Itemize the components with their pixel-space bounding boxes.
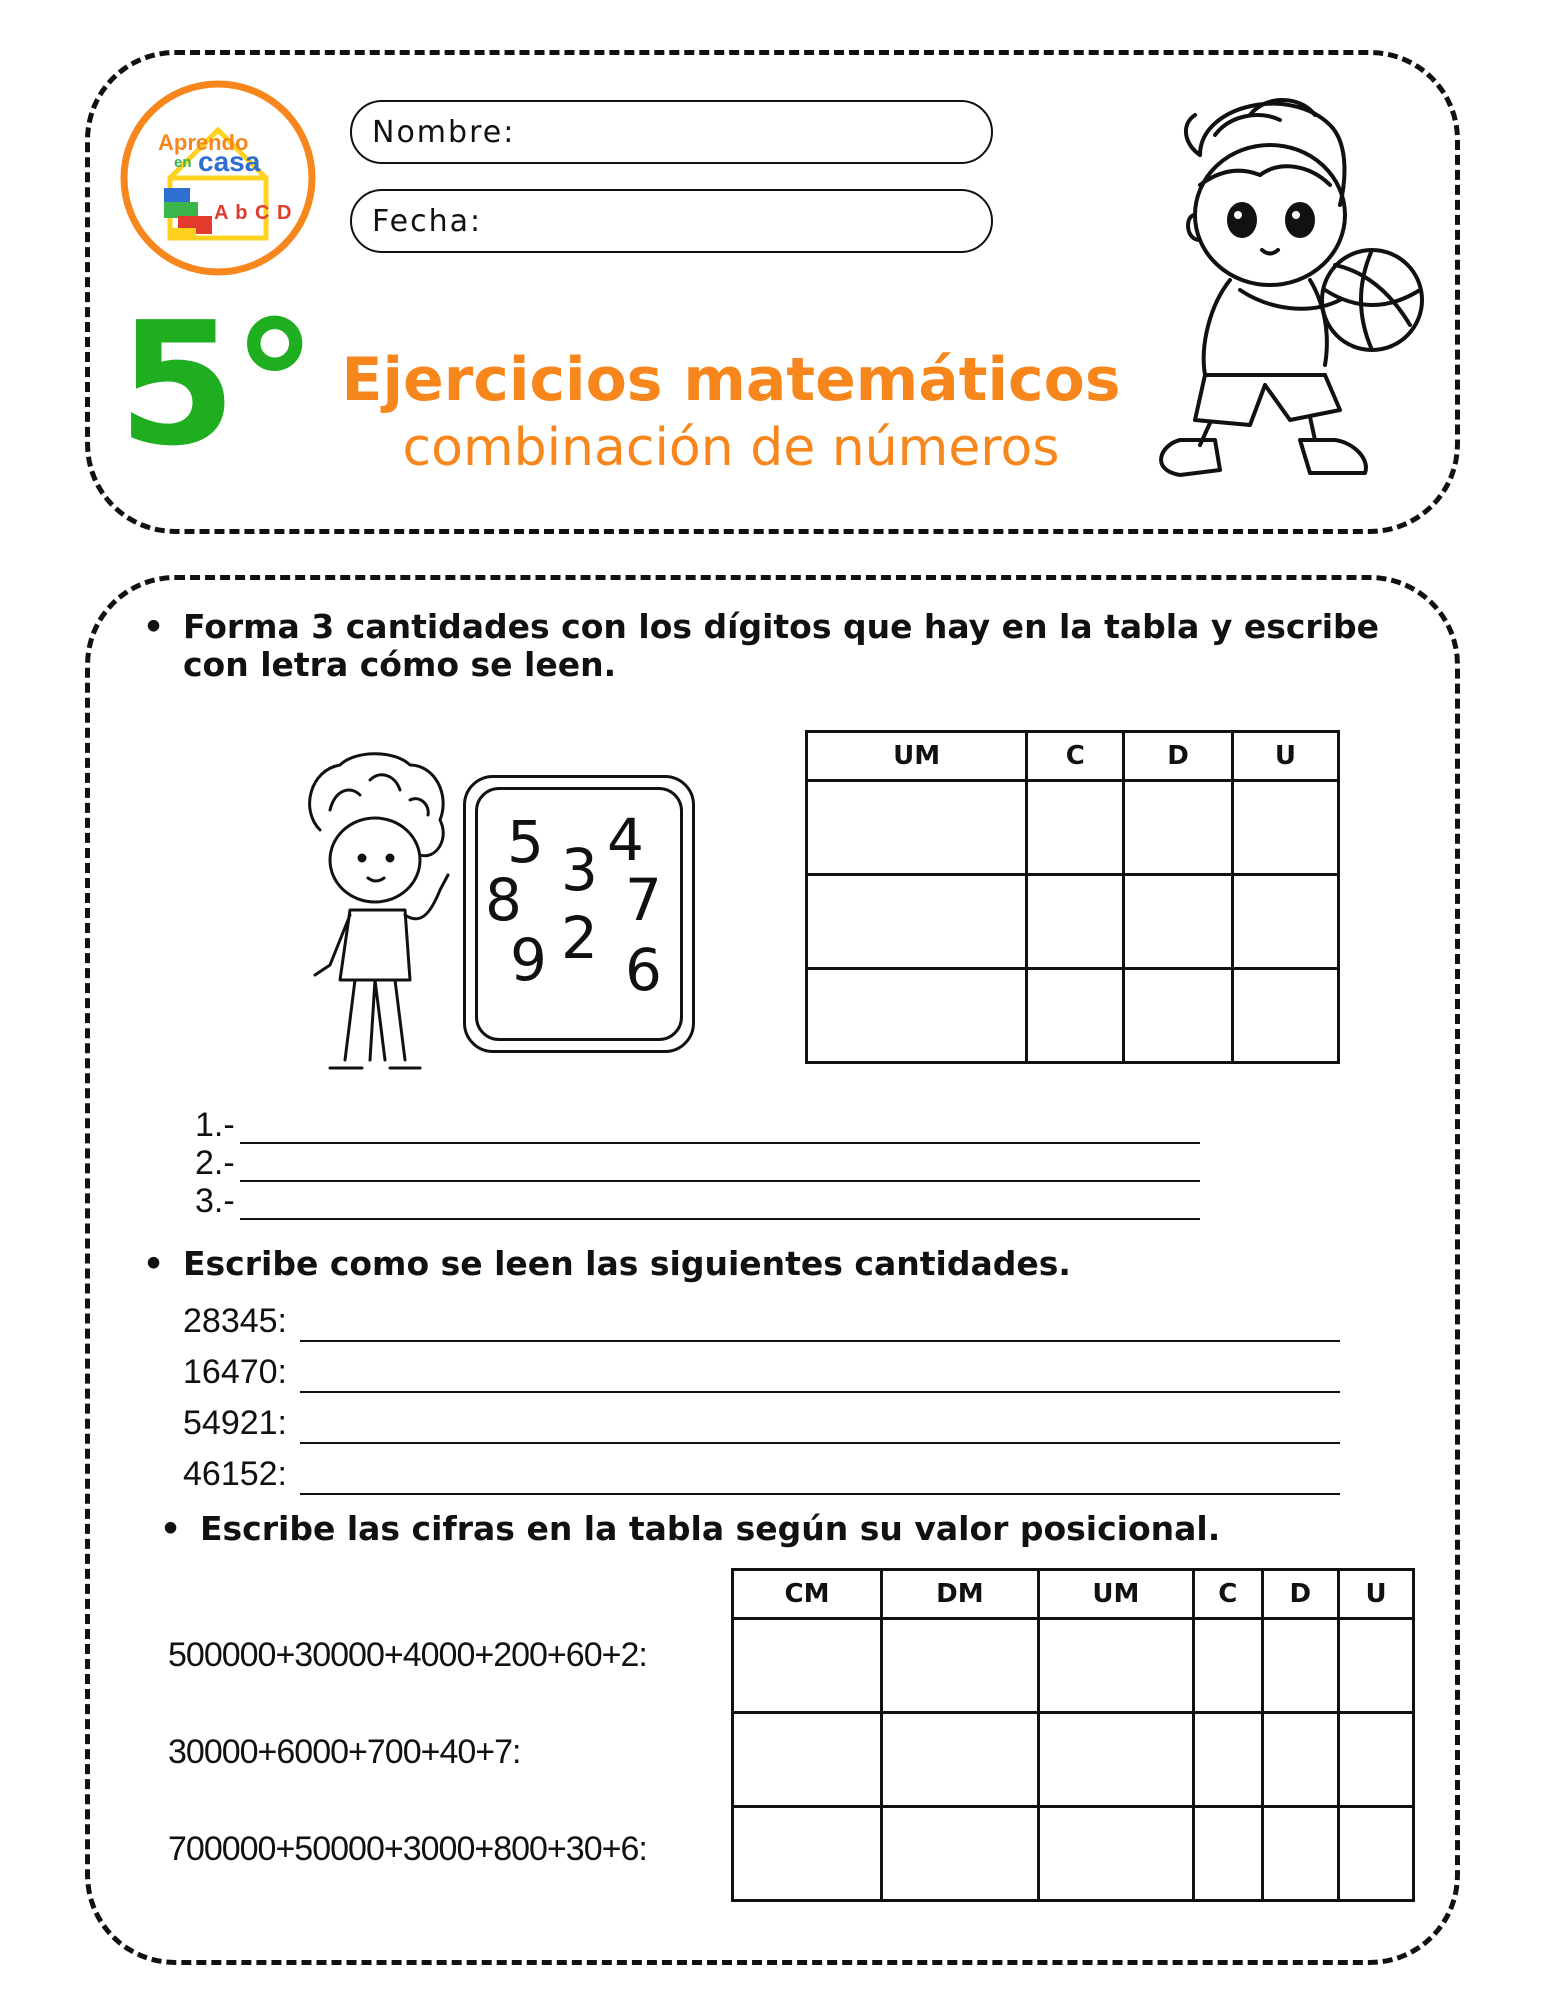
table-cell[interactable] [881,1619,1038,1713]
date-field[interactable] [350,189,993,253]
quantity-write-line[interactable] [300,1442,1340,1444]
table-cell[interactable] [1124,969,1232,1063]
table-header: U [1232,732,1338,781]
table-header: CM [733,1570,882,1619]
quantity-write-line[interactable] [300,1391,1340,1393]
digit: 2 [561,904,598,972]
table-header: DM [881,1570,1038,1619]
digit: 6 [625,936,662,1004]
quantity-label: 28345: [183,1302,287,1340]
logo-text-casa: casa [198,146,261,177]
instruction-3-text: Escribe las cifras en la tabla según su valor posicional. [200,1509,1221,1548]
digit: 9 [510,926,547,994]
table-row [733,1807,1414,1901]
table-cell[interactable] [881,1713,1038,1807]
table-cell[interactable] [1232,875,1338,969]
place-value-table-1 [805,730,1340,1064]
instruction-1-line2: con letra cómo se leen. [183,645,617,684]
page-title: Ejercicios matemáticos [341,345,1121,415]
table-cell[interactable] [807,781,1027,875]
table-row [733,1713,1414,1807]
table-cell[interactable] [733,1807,882,1901]
table-cell[interactable] [1038,1619,1193,1713]
table-cell[interactable] [807,969,1027,1063]
table-header: U [1339,1570,1414,1619]
table-cell[interactable] [1194,1807,1263,1901]
table-cell[interactable] [1027,969,1124,1063]
bullet-icon: • [143,1244,165,1283]
date-label: Fecha: [372,203,483,239]
table-cell[interactable] [1194,1619,1263,1713]
table-cell[interactable] [1262,1807,1338,1901]
logo-letters: A b C D [214,202,293,224]
table-header: UM [807,732,1027,781]
name-label: Nombre: [372,114,516,150]
table-cell[interactable] [807,875,1027,969]
table-cell[interactable] [1124,781,1232,875]
logo-text-top: Aprendo [158,130,249,155]
table-header: C [1027,732,1124,781]
table-header-row [733,1570,1414,1619]
logo [118,78,318,278]
sum-expression: 30000+6000+700+40+7: [168,1733,521,1771]
table-cell[interactable] [1262,1713,1338,1807]
answer-label-2: 2.- [195,1144,235,1182]
answer-line-1[interactable] [240,1142,1200,1144]
sum-expression: 500000+30000+4000+200+60+2: [168,1636,647,1674]
name-field[interactable] [350,100,993,164]
table-header-row [807,732,1339,781]
table-cell[interactable] [1232,969,1338,1063]
instruction-2 [143,1244,1383,1283]
table-cell[interactable] [1194,1713,1263,1807]
page-subtitle: combinación de números [402,418,1060,478]
quantity-write-line[interactable] [300,1493,1340,1495]
table-header: D [1262,1570,1338,1619]
quantity-label: 46152: [183,1455,287,1493]
quantity-label: 54921: [183,1404,287,1442]
table-row [807,969,1339,1063]
bullet-icon: • [143,607,165,646]
instruction-2-text: Escribe como se leen las siguientes cantidades. [183,1244,1071,1283]
table-row [807,781,1339,875]
table-header: C [1194,1570,1263,1619]
digit: 8 [485,866,522,934]
table-cell[interactable] [1232,781,1338,875]
table-cell[interactable] [1038,1713,1193,1807]
table-header: UM [1038,1570,1193,1619]
table-cell[interactable] [1339,1713,1414,1807]
answer-label-1: 1.- [195,1106,235,1144]
place-value-table-2 [731,1568,1415,1902]
boy-with-ball-illustration [1140,75,1440,485]
table-cell[interactable] [1262,1619,1338,1713]
table-cell[interactable] [733,1619,882,1713]
kid-pointing-illustration [300,750,460,1080]
table-cell[interactable] [1027,781,1124,875]
table-cell[interactable] [1038,1807,1193,1901]
table-cell[interactable] [1339,1807,1414,1901]
table-row [733,1619,1414,1713]
quantity-write-line[interactable] [300,1340,1340,1342]
digit: 3 [561,836,598,904]
table-cell[interactable] [1027,875,1124,969]
answer-line-2[interactable] [240,1180,1200,1182]
table-header: D [1124,732,1232,781]
quantity-label: 16470: [183,1353,287,1391]
logo-text-en: en [174,154,192,171]
table-row [807,875,1339,969]
answer-line-3[interactable] [240,1218,1200,1220]
bullet-icon: • [160,1509,182,1548]
table-cell[interactable] [881,1807,1038,1901]
instruction-1-line1: Forma 3 cantidades con los dígitos que hay en la tabla y escribe [183,607,1380,646]
table-cell[interactable] [733,1713,882,1807]
digit: 4 [607,806,644,874]
instruction-3 [160,1509,1400,1548]
table-cell[interactable] [1124,875,1232,969]
instruction-1 [143,607,1423,684]
digit: 5 [507,808,544,876]
table-cell[interactable] [1339,1619,1414,1713]
digit: 7 [625,866,662,934]
grade-label: 5° [118,286,314,484]
answer-label-3: 3.- [195,1182,235,1220]
sum-expression: 700000+50000+3000+800+30+6: [168,1830,647,1868]
